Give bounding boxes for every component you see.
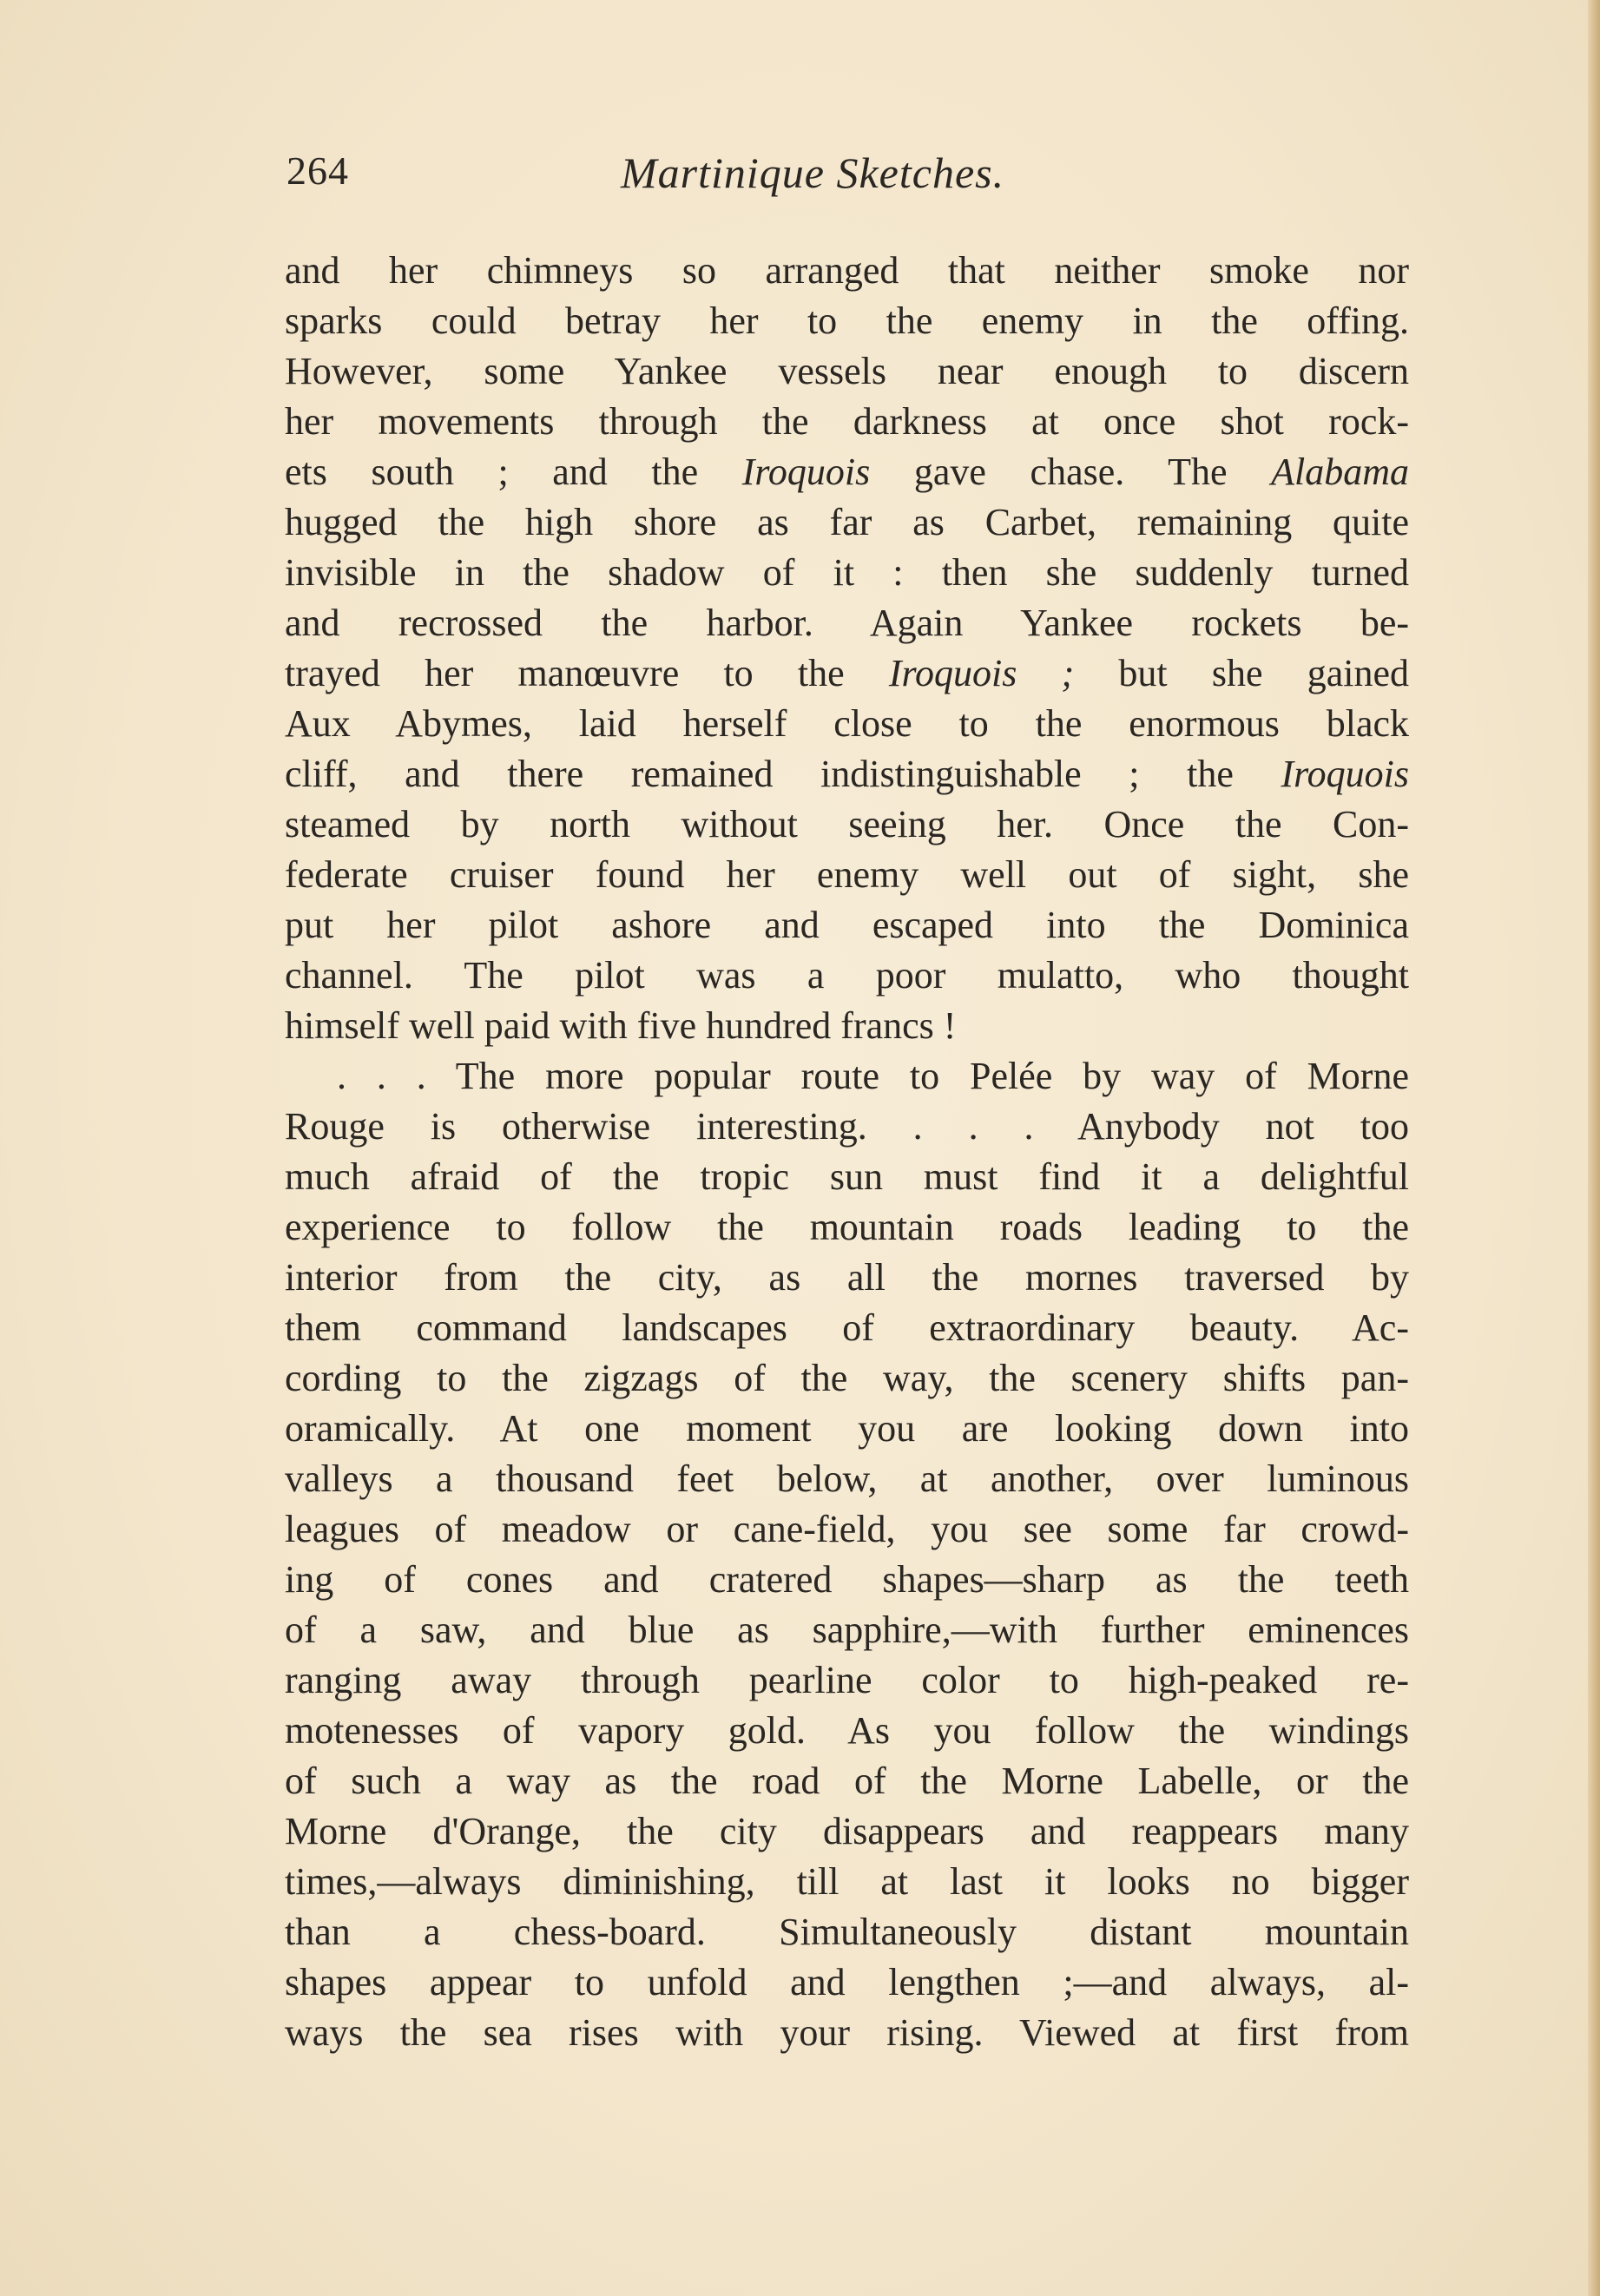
text-segment: ets south ; and the bbox=[285, 451, 742, 493]
text-segment: trayed her manœuvre to the bbox=[285, 652, 889, 694]
text-line bbox=[285, 1857, 1409, 1907]
text-segment: Morne d'Orange, the city disappears and reappears many bbox=[285, 1810, 1409, 1852]
text-line bbox=[285, 497, 1409, 548]
text-segment: of such a way as the road of the Morne Labelle, or the bbox=[285, 1760, 1409, 1802]
text-line bbox=[285, 2008, 1409, 2058]
text-line bbox=[285, 1504, 1409, 1555]
italic-text: Iroquois ; bbox=[888, 652, 1075, 694]
text-segment: motenesses of vapory gold. As you follow the windings bbox=[285, 1709, 1409, 1752]
text-segment: them command landscapes of extraordinary beauty. Ac- bbox=[285, 1306, 1409, 1349]
page-number: 264 bbox=[286, 148, 349, 193]
text-line bbox=[285, 648, 1409, 699]
italic-text: Iroquois bbox=[741, 451, 871, 493]
text-line bbox=[285, 548, 1409, 598]
text-segment: cliff, and there remained indistinguishable ; the bbox=[285, 753, 1281, 795]
text-segment: cording to the zigzags of the way, the scenery shifts pan- bbox=[285, 1357, 1409, 1399]
italic-text: Alabama bbox=[1271, 451, 1409, 493]
text-line bbox=[285, 447, 1409, 497]
text-line bbox=[285, 397, 1409, 447]
text-segment: invisible in the shadow of it : then she suddenly turned bbox=[285, 551, 1409, 594]
text-segment: hugged the high shore as far as Carbet, remaining quite bbox=[285, 501, 1409, 543]
text-line bbox=[285, 346, 1409, 397]
text-segment: than a chess-board. Simultaneously distant mountain bbox=[285, 1911, 1409, 1953]
text-line bbox=[285, 1404, 1409, 1454]
text-line bbox=[285, 951, 1409, 1001]
text-line bbox=[285, 1202, 1409, 1253]
text-line bbox=[285, 1806, 1409, 1857]
text-segment: leagues of meadow or cane-field, you see some far crowd- bbox=[285, 1508, 1409, 1550]
text-segment: valleys a thousand feet below, at another, over luminous bbox=[285, 1457, 1409, 1500]
italic-text: Iroquois bbox=[1281, 753, 1409, 795]
text-segment: Aux Abymes, laid herself close to the enormous black bbox=[285, 702, 1409, 745]
text-segment: of a saw, and blue as sapphire,—with further eminences bbox=[285, 1609, 1409, 1651]
text-segment: but she gained bbox=[1074, 652, 1409, 694]
text-segment: sparks could betray her to the enemy in the offing. bbox=[285, 299, 1409, 342]
text-line bbox=[285, 1907, 1409, 1957]
text-line bbox=[285, 1001, 1409, 1051]
text-line bbox=[285, 1152, 1409, 1202]
text-line bbox=[285, 296, 1409, 346]
text-segment: ranging away through pearline color to high-peaked re- bbox=[285, 1659, 1409, 1701]
text-segment: ways the sea rises with your rising. Viewed at first from bbox=[285, 2011, 1409, 2054]
text-segment: times,—always diminishing, till at last it looks no bigger bbox=[285, 1860, 1409, 1903]
text-line bbox=[285, 1102, 1409, 1152]
body-text bbox=[285, 246, 1409, 2058]
text-segment: gave chase. The bbox=[870, 451, 1272, 493]
text-line bbox=[285, 598, 1409, 648]
text-segment: himself well paid with five hundred francs ! bbox=[285, 1004, 957, 1047]
text-segment: . . . The more popular route to Pelée by way of Morne bbox=[337, 1055, 1409, 1097]
text-segment: However, some Yankee vessels near enough to discern bbox=[285, 350, 1409, 392]
text-line bbox=[285, 1454, 1409, 1504]
running-title: Martinique Sketches. bbox=[621, 148, 1005, 197]
text-segment: much afraid of the tropic sun must find it a delightful bbox=[285, 1155, 1409, 1198]
text-segment: put her pilot ashore and escaped into the Dominica bbox=[285, 904, 1409, 946]
page-edge bbox=[1588, 0, 1600, 2296]
text-segment: channel. The pilot was a poor mulatto, who thought bbox=[285, 954, 1409, 997]
text-line bbox=[285, 1051, 1409, 1102]
text-line bbox=[285, 799, 1409, 850]
text-line bbox=[285, 1706, 1409, 1756]
text-segment: interior from the city, as all the mornes traversed by bbox=[285, 1256, 1409, 1299]
text-line bbox=[285, 1353, 1409, 1404]
text-line bbox=[285, 1605, 1409, 1655]
text-line bbox=[285, 246, 1409, 296]
text-segment: and recrossed the harbor. Again Yankee rockets be- bbox=[285, 602, 1409, 644]
page-header bbox=[286, 148, 1406, 208]
text-segment: shapes appear to unfold and lengthen ;—and always, al- bbox=[285, 1961, 1409, 2003]
text-segment: Rouge is otherwise interesting. . . . Anybody not too bbox=[285, 1105, 1409, 1148]
text-line bbox=[285, 1555, 1409, 1605]
text-line bbox=[285, 850, 1409, 900]
text-segment: federate cruiser found her enemy well out of sight, she bbox=[285, 853, 1409, 896]
text-line bbox=[285, 1957, 1409, 2008]
text-segment: her movements through the darkness at once shot rock- bbox=[285, 400, 1409, 443]
text-segment: experience to follow the mountain roads leading to the bbox=[285, 1206, 1409, 1248]
text-line bbox=[285, 749, 1409, 799]
text-line bbox=[285, 1756, 1409, 1806]
text-line bbox=[285, 900, 1409, 951]
text-segment: ing of cones and cratered shapes—sharp as the teeth bbox=[285, 1558, 1409, 1601]
text-line bbox=[285, 1655, 1409, 1706]
text-segment: steamed by north without seeing her. Once the Con- bbox=[285, 803, 1409, 845]
text-line bbox=[285, 1253, 1409, 1303]
text-segment: and her chimneys so arranged that neither smoke nor bbox=[285, 249, 1409, 292]
text-line bbox=[285, 699, 1409, 749]
text-segment: oramically. At one moment you are looking down into bbox=[285, 1407, 1409, 1450]
text-line bbox=[285, 1303, 1409, 1353]
